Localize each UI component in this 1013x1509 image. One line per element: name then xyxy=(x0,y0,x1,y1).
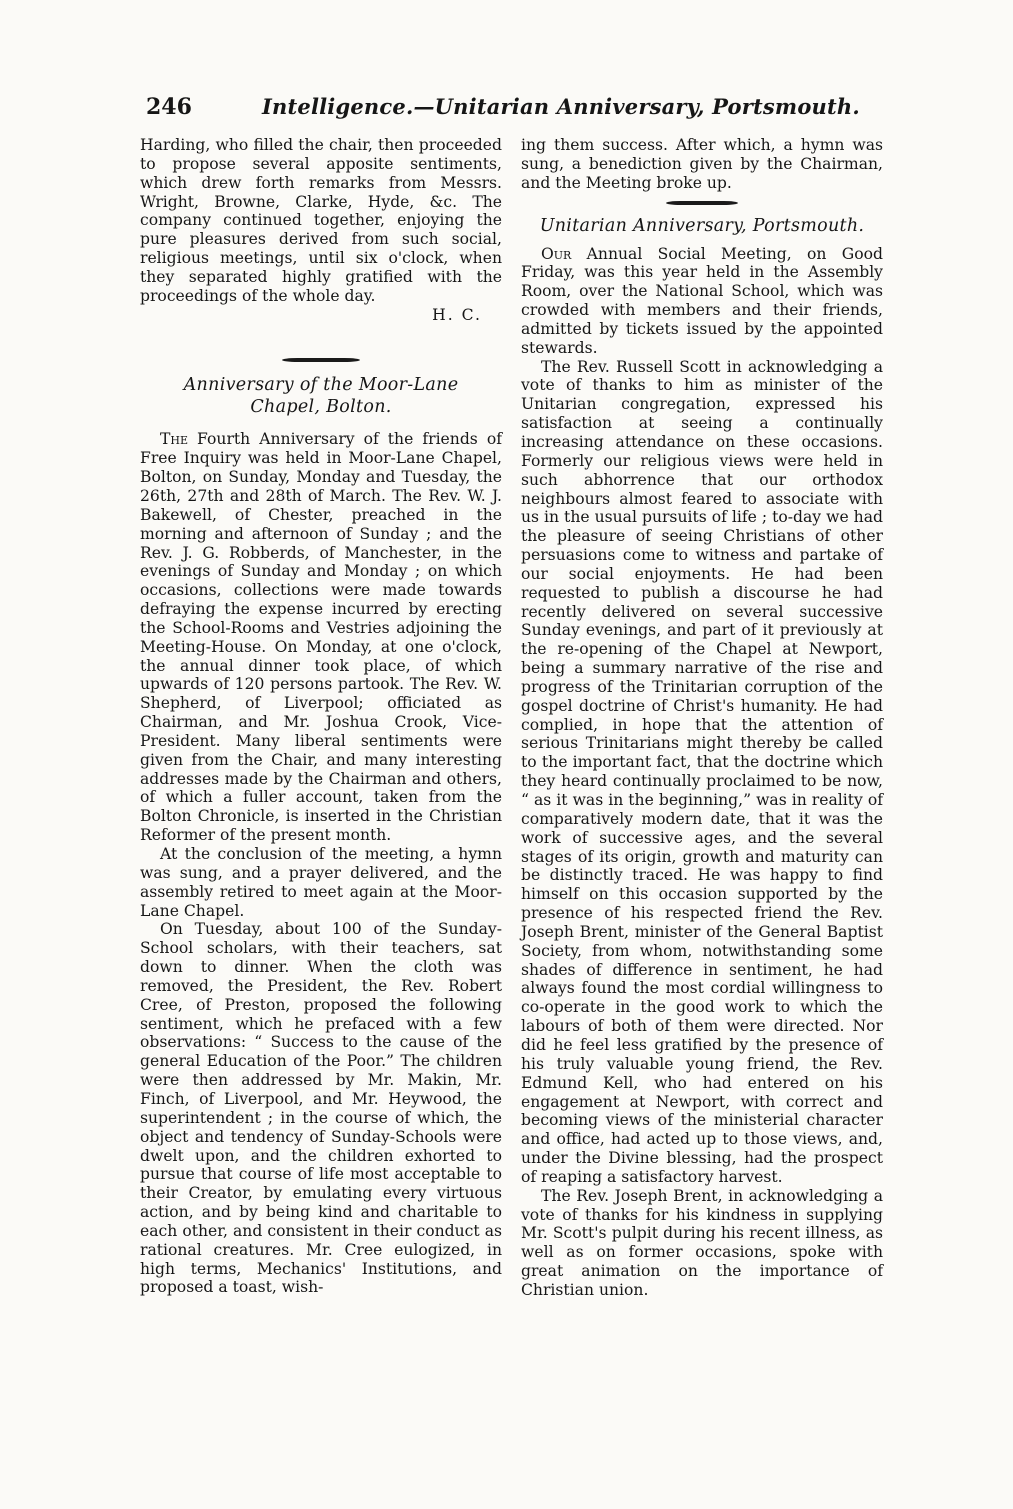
section-title-bolton: Anniversary of the Moor-Lane Chapel, Bolton. xyxy=(183,375,459,418)
paragraph xyxy=(521,245,883,358)
section-divider xyxy=(282,358,360,362)
section-title-portsmouth: Unitarian Anniversary, Portsmouth. xyxy=(539,215,865,236)
page-header xyxy=(146,94,886,128)
lead-word: Our xyxy=(541,244,572,263)
paragraph: On Tuesday, about 100 of the Sunday-School scholars, with their teachers, sat down to dinner. When the cloth was removed, the President, the Rev. Robert Cree, of Preston, proposed the following sentiment, which he prefaced with a few observations: “ Success to the cause of the general Education of the Poor.” The children were then addressed by Mr. Makin, Mr. Finch, of Liverpool, and Mr. Heywood, the superintendent ; in the course of which, the object and tendency of Sunday-Schools were dwelt upon, and the children exhorted to pursue that course of life most acceptable to their Creator, by emulating every virtuous action, and by being kind and charitable to each other, and consistent in their conduct as rational creatures. Mr. Cree eulogized, in high terms, Mechanics' Institutions, and proposed a toast, wish- xyxy=(140,920,502,1297)
signature: H. C. xyxy=(432,305,482,324)
paragraph-text: Annual Social Meeting, on Good Friday, was this year held in the Assembly Room, over the National School, which was crowded with members and their friends, admitted by tickets issued by the appointed stewards. xyxy=(521,244,883,357)
lead-word: The xyxy=(160,430,189,449)
section-divider xyxy=(666,201,738,205)
left-column xyxy=(140,136,502,1297)
right-column xyxy=(521,136,883,1300)
paragraph: The Rev. Joseph Brent, in acknowledging a vote of thanks for his kindness in supplying Mr. Scott's pulpit during his recent illness, as well as on former occasions, spoke with great animation on the importance of Christian union. xyxy=(521,1186,883,1299)
paragraph: At the conclusion of the meeting, a hymn was sung, and a prayer delivered, and the assembly retired to meet again at the Moor-Lane Chapel. xyxy=(140,845,502,920)
running-title: Intelligence.—Unitarian Anniversary, Portsmouth. xyxy=(262,94,860,119)
paragraph: The Rev. Russell Scott in acknowledging a vote of thanks to him as minister of the Unitarian congregation, expressed his satisfaction at seeing a continually increasing attendance on these occasions. Formerly our religious views were held in such abhorrence that our orthodox neighbours almost feared to associate with us in the usual pursuits of life ; to-day we had the pleasure of seeing Christians of other persuasions come to witness and partake of our social enjoyments. He had been requested to publish a discourse he had recently delivered on several successive Sunday evenings, and part of it previously at the re-opening of the Chapel at Newport, being a summary narrative of the rise and progress of the Trinitarian corruption of the gospel doctrine of Christ's humanity. He had complied, in hope that the attention of serious Trinitarians might thereby be called to the important fact, that the doctrine which they heard continually proclaimed to be now, “ as it was in the beginning,” was in reality of comparatively modern date, that it was the work of successive ages, and the several stages of its origin, growth and maturity can be distinctly traced. He was happy to find himself on this occasion supported by the presence of his respected friend the Rev. Joseph Brent, minister of the General Baptist Society, from whom, notwithstanding some shades of difference in sentiment, he had always found the most cordial willingness to co-operate in the good work to which the labours of both of them were directed. Nor did he feel less gratified by the presence of his truly valuable young friend, the Rev. Edmund Kell, who had entered on his engagement at Newport, with correct and becoming views of the ministerial character and office, had acted up to those views, and, under the Divine blessing, had the prospect of reaping a satisfactory harvest. xyxy=(521,357,883,1186)
page-number: 246 xyxy=(146,94,192,120)
paragraph-text: Fourth Anniversary of the friends of Free Inquiry was held in Moor-Lane Chapel, Bolton, on Sunday, Monday and Tuesday, the 26th, 27th and 28th of March. The Rev. W. J. Bakewell, of Chester, preached in the morning and afternoon of Sunday ; and the Rev. J. G. Robberds, of Manchester, in the evenings of Sunday and Monday ; on which occasions, collections were made towards defraying the expense incurred by erecting the School-Rooms and Vestries adjoining the Meeting-House. On Monday, at one o'clock, the annual dinner took place, of which upwards of 120 persons partook. The Rev. W. Shepherd, of Liverpool; officiated as Chairman, and Mr. Joshua Crook, Vice-President. Many liberal sentiments were given from the Chair, and many interesting addresses made by the Chairman and others, of which a fuller account, taken from the Bolton Chronicle, is inserted in the Christian Reformer of the present month. xyxy=(140,430,502,845)
continuation-paragraph: Harding, who filled the chair, then proceeded to propose several apposite sentiments, which drew forth remarks from Messrs. Wright, Browne, Clarke, Hyde, &c. The company continued together, enjoying the pure pleasures derived from such social, religious meetings, until six o'clock, when they separated highly gratified with the proceedings of the whole day. xyxy=(140,136,502,305)
paragraph xyxy=(140,430,502,845)
continuation-paragraph: ing them success. After which, a hymn was sung, a benediction given by the Chairman, and the Meeting broke up. xyxy=(521,136,883,192)
